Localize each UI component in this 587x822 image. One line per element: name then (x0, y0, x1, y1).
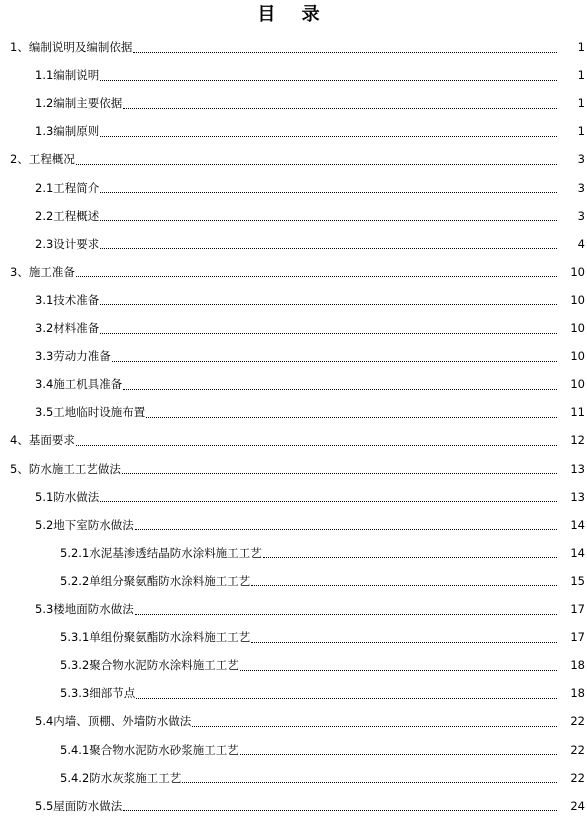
dot-leader (251, 585, 557, 586)
toc-entry-page-number: 12 (570, 433, 585, 448)
dot-leader (100, 248, 557, 249)
toc-entry-page-number: 15 (570, 573, 585, 588)
toc-entry-page-number: 10 (570, 264, 585, 279)
toc-entry-label: 5.5屋面防水做法 (35, 798, 123, 813)
dot-leader (100, 80, 557, 81)
toc-title: 目 录 (257, 4, 330, 25)
toc-entry[interactable] (0, 486, 587, 508)
dot-leader (135, 614, 557, 615)
toc-entry-page-number: 3 (577, 180, 585, 195)
toc-entry[interactable] (0, 177, 587, 199)
toc-entry-label: 2.2工程概述 (35, 208, 100, 223)
toc-entry-page-number: 11 (570, 405, 585, 420)
toc-entry-page-number: 14 (570, 517, 585, 532)
toc-entry[interactable] (0, 148, 587, 170)
toc-entry-label: 3.2材料准备 (35, 321, 100, 335)
dot-leader (100, 136, 557, 137)
toc-entry-page-number: 1 (577, 96, 585, 111)
toc-entry-label: 5.2.2单组分聚氨酯防水涂料施工工艺 (60, 573, 251, 588)
toc-entry-label: 1.2编制主要依据 (35, 96, 123, 111)
toc-entry[interactable] (0, 682, 587, 704)
toc-entry[interactable] (0, 429, 587, 451)
dot-leader (100, 333, 557, 334)
toc-entry[interactable] (0, 64, 587, 86)
toc-entry-label: 1、编制说明及编制依据 (10, 40, 133, 54)
toc-entry[interactable] (0, 710, 587, 732)
toc-entry-label: 1.3编制原则 (35, 124, 100, 139)
toc-entry-label: 5.3楼地面防水做法 (35, 602, 134, 616)
dot-leader (100, 220, 557, 221)
toc-entry[interactable] (0, 233, 587, 255)
toc-entry-label: 5.3.3细部节点 (60, 686, 136, 701)
toc-entry-label: 5.4内墙、顶棚、外墙防水做法 (35, 714, 192, 729)
toc-entry[interactable] (0, 795, 587, 817)
toc-entry-label: 5.2地下室防水做法 (35, 517, 134, 532)
toc-entry-page-number: 18 (570, 686, 585, 701)
dot-leader (182, 782, 557, 783)
toc-entry-label: 4、基面要求 (10, 433, 75, 448)
dot-leader (123, 108, 557, 109)
toc-entry-label: 5.1防水做法 (35, 489, 100, 504)
dot-leader (100, 501, 557, 502)
toc-entry-page-number: 10 (570, 377, 585, 392)
toc-entry-page-number: 17 (570, 602, 585, 616)
toc-entry[interactable] (0, 120, 587, 142)
toc-entry-label: 3.3劳动力准备 (35, 349, 111, 364)
dot-leader (76, 164, 557, 165)
toc-entry[interactable] (0, 458, 587, 480)
toc-entry-label: 5.3.1单组份聚氨酯防水涂料施工工艺 (60, 630, 251, 645)
toc-entry[interactable] (0, 654, 587, 676)
toc-entry-label: 2.1工程简介 (35, 180, 100, 195)
dot-leader (122, 473, 557, 474)
toc-entry[interactable] (0, 36, 587, 58)
toc-entry[interactable] (0, 289, 587, 311)
toc-entry-label: 5.2.1水泥基渗透结晶防水涂料施工工艺 (60, 545, 262, 560)
toc-entry[interactable] (0, 345, 587, 367)
toc-entry-page-number: 13 (570, 461, 585, 476)
toc-entry-page-number: 10 (570, 349, 585, 364)
toc-entry[interactable] (0, 317, 587, 339)
toc-entry-page-number: 18 (570, 658, 585, 673)
toc-entry[interactable] (0, 514, 587, 536)
dot-leader (251, 642, 557, 643)
toc-entry-page-number: 1 (577, 124, 585, 139)
toc-entry-page-number: 10 (570, 292, 585, 307)
dot-leader (112, 361, 557, 362)
dot-leader (100, 192, 557, 193)
dot-leader (133, 52, 557, 53)
toc-entry[interactable] (0, 767, 587, 789)
toc-entry-label: 1.1编制说明 (35, 68, 100, 83)
toc-entry-label: 3.5工地临时设施布置 (35, 405, 146, 420)
toc-entry-page-number: 1 (577, 40, 585, 54)
dot-leader (76, 276, 557, 277)
dot-leader (100, 304, 557, 305)
toc-entry[interactable] (0, 542, 587, 564)
toc-entry-label: 3.4施工机具准备 (35, 377, 123, 392)
toc-entry[interactable] (0, 373, 587, 395)
toc-entry-page-number: 22 (570, 770, 585, 785)
toc-entry-label: 5.3.2聚合物水泥防水涂料施工工艺 (60, 658, 239, 673)
toc-entry-label: 5.4.1聚合物水泥防水砂浆施工工艺 (60, 742, 239, 757)
toc-entry-label: 2、工程概况 (10, 152, 75, 167)
toc-entry[interactable] (0, 92, 587, 114)
dot-leader (146, 417, 557, 418)
dot-leader (135, 529, 557, 530)
toc-entry-page-number: 13 (570, 489, 585, 504)
dot-leader (123, 810, 557, 811)
toc-entry-page-number: 10 (570, 321, 585, 335)
toc-entry-page-number: 1 (577, 68, 585, 83)
toc-entry-page-number: 14 (570, 545, 585, 560)
toc-entry[interactable] (0, 401, 587, 423)
dot-leader (76, 445, 557, 446)
toc-entry-page-number: 24 (570, 798, 585, 813)
toc-entry[interactable] (0, 598, 587, 620)
toc-entry-label: 3.1技术准备 (35, 292, 100, 307)
dot-leader (136, 698, 557, 699)
dot-leader (240, 754, 557, 755)
toc-entry-label: 3、施工准备 (10, 264, 75, 279)
toc-entry[interactable] (0, 261, 587, 283)
toc-entry[interactable] (0, 570, 587, 592)
toc-entry-page-number: 17 (570, 630, 585, 645)
toc-entry[interactable] (0, 739, 587, 761)
toc-entry[interactable] (0, 626, 587, 648)
dot-leader (240, 670, 557, 671)
toc-entry-label: 5、防水施工工艺做法 (10, 461, 121, 476)
toc-entry-label: 2.3设计要求 (35, 236, 100, 251)
toc-entry[interactable] (0, 205, 587, 227)
toc-entry-page-number: 3 (577, 208, 585, 223)
toc-entry-page-number: 22 (570, 714, 585, 729)
dot-leader (192, 726, 557, 727)
toc-entry-page-number: 4 (577, 236, 585, 251)
toc-entry-label: 5.4.2防水灰浆施工工艺 (60, 770, 182, 785)
toc-entry-page-number: 22 (570, 742, 585, 757)
toc-entry-page-number: 3 (577, 152, 585, 167)
dot-leader (263, 557, 557, 558)
dot-leader (123, 389, 557, 390)
